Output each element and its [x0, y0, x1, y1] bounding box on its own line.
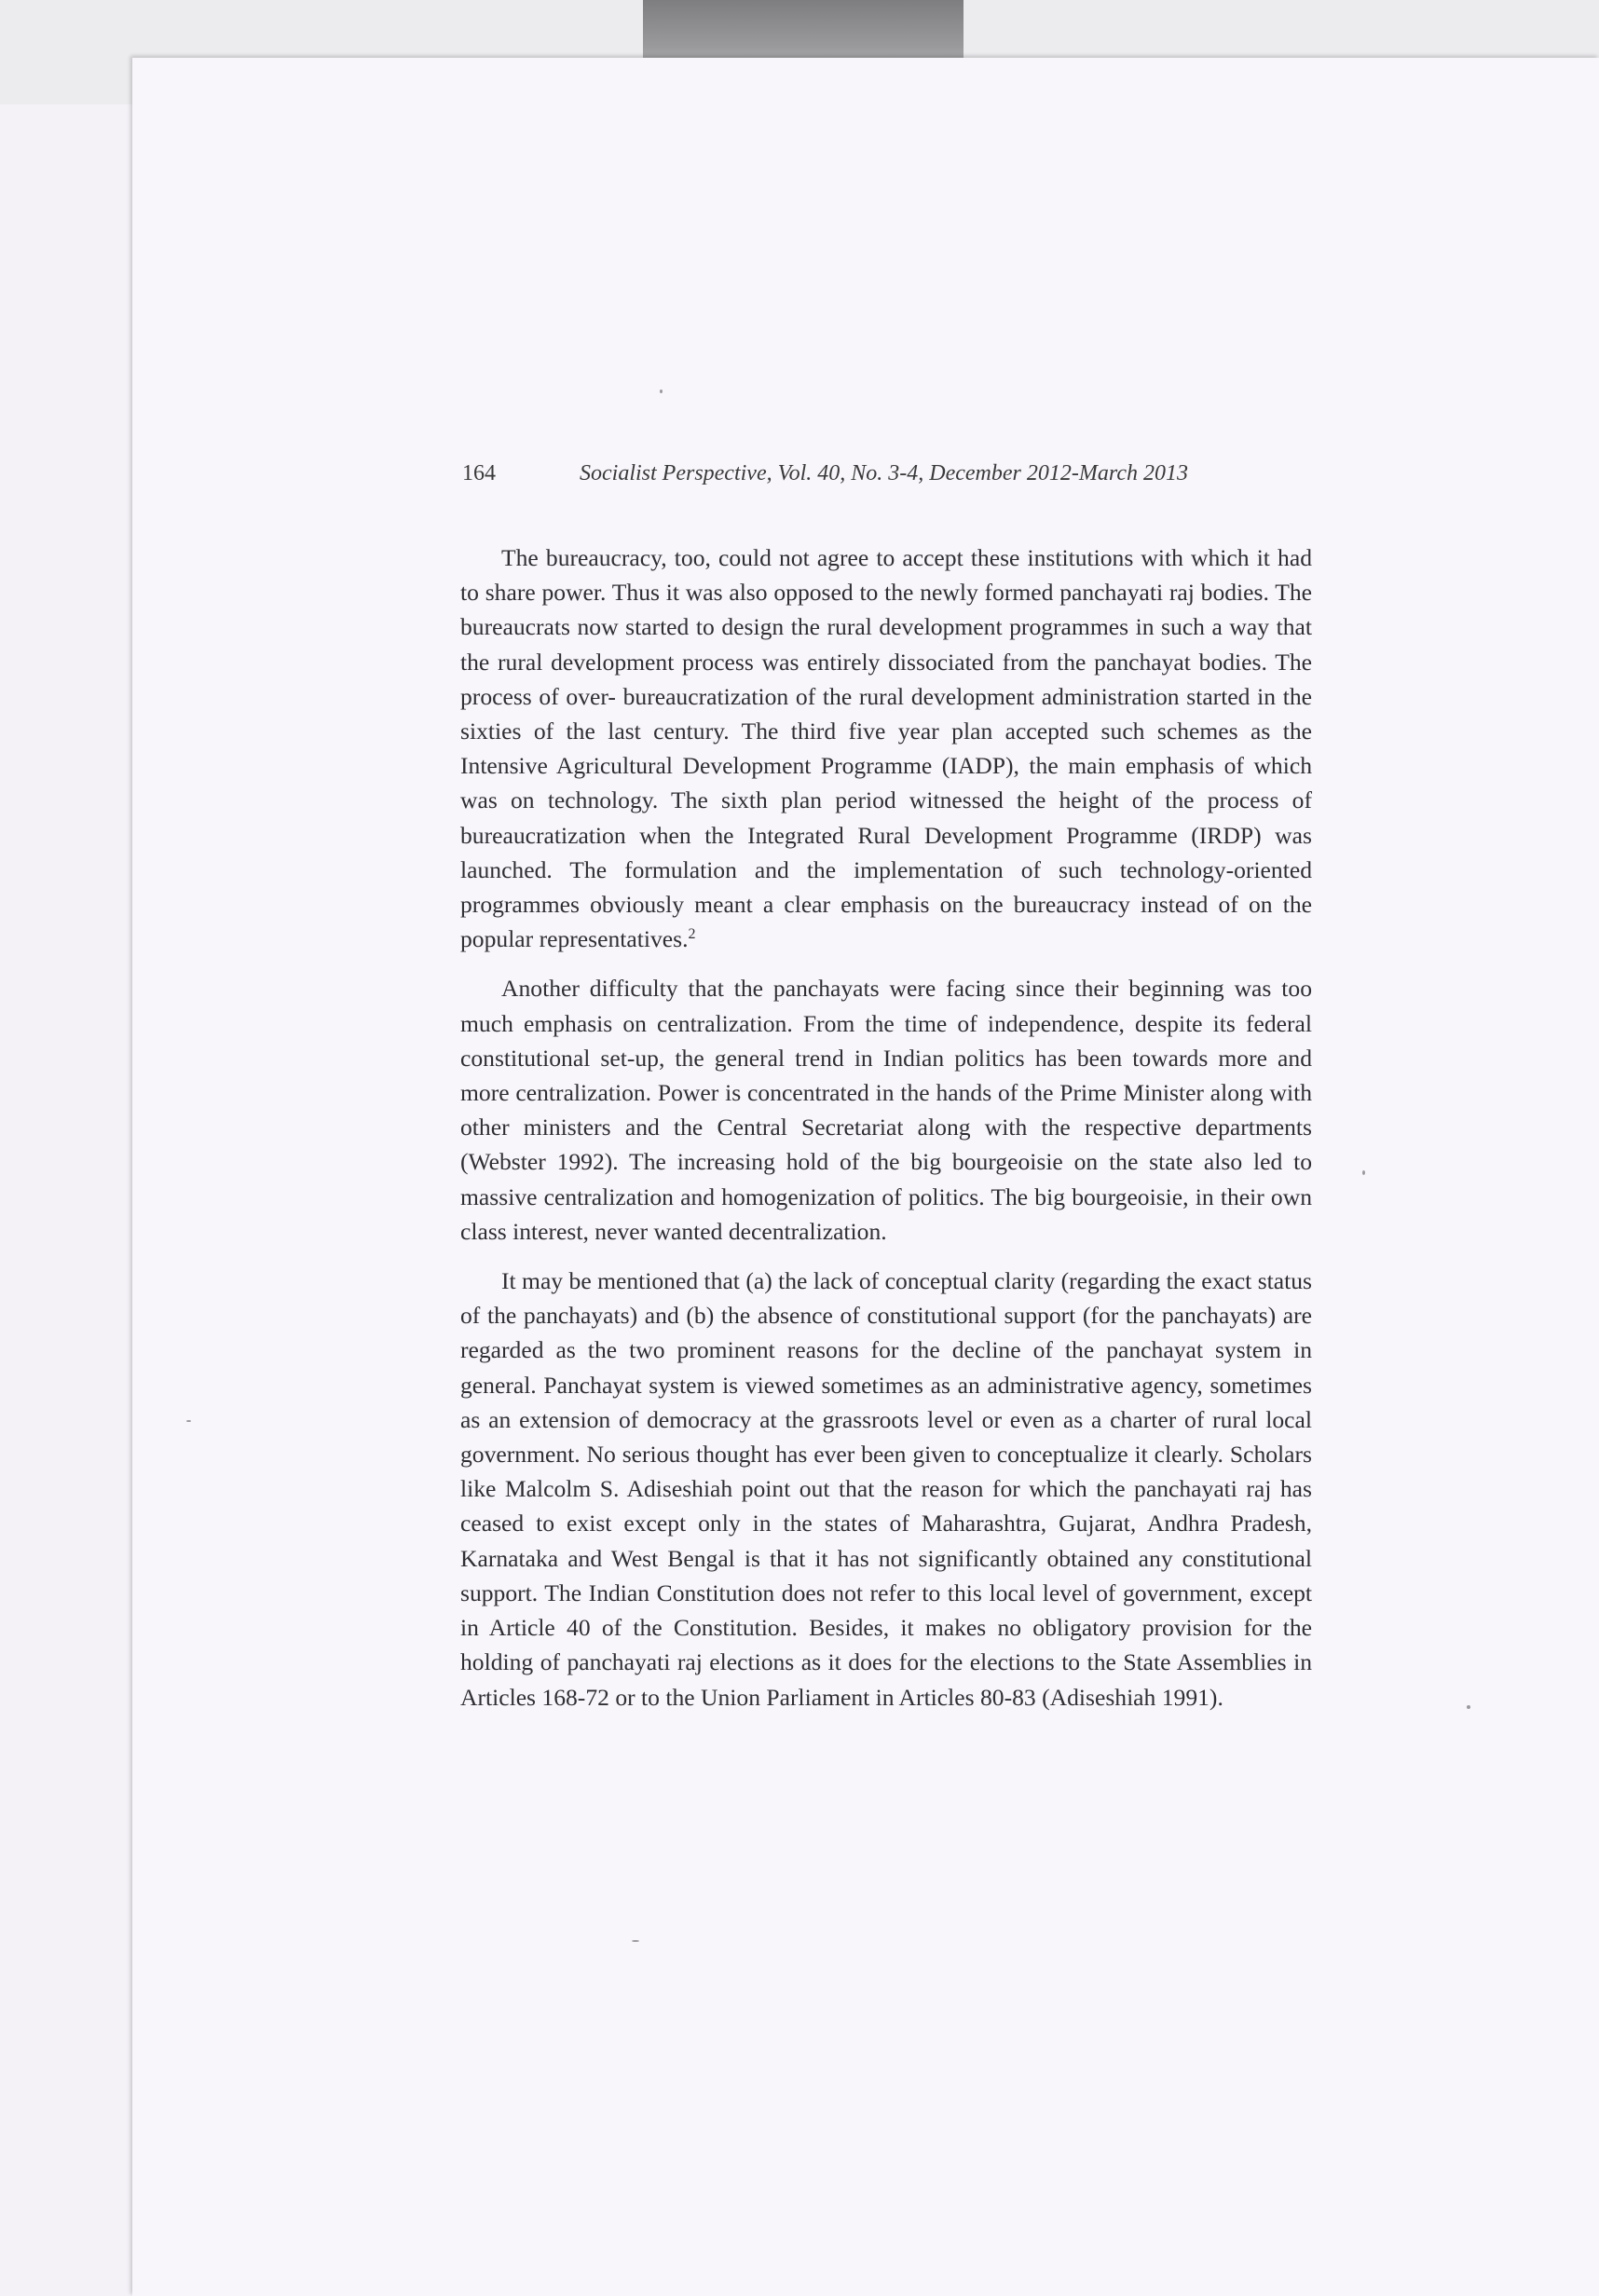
- underlying-sheet: [0, 104, 141, 2296]
- scan-speck: [632, 1940, 639, 1942]
- scan-speck: [1362, 1170, 1365, 1175]
- paragraph-text: It may be mentioned that (a) the lack of conceptual clarity (regarding the exact status of the panchayats) and (b) the absence of constitutional support (for the panchayats) are regarded as the two prominent reasons for the decline of the panchayat system in general. Panchayat system is viewed sometimes as an administrative agency, sometimes as an extension of democracy at the grassroots level or even as a charter of rural local government. No serious thought has ever been given to conceptualize it clearly. Scholars like Malcolm S. Adiseshiah point out that the reason for which the panchayati raj has ceased to exist except only in the states of Maharashtra, Gujarat, Andhra Pradesh, Karnataka and West Bengal is that it has not significantly obtained any constitutional support. The Indian Constitution does not refer to this local level of government, except in Article 40 of the Constitution. Besides, it makes no obligatory provision for the holding of panchayati raj elections as it does for the elections to the State Assemblies in Articles 168-72 or to the Union Parliament in Articles 80-83 (Adiseshiah 1991).: [460, 1267, 1312, 1711]
- footnote-marker: 2: [688, 926, 696, 943]
- paragraph-text: Another difficulty that the panchayats were facing since their beginning was too much emphasis on centralization. From the time of independence, despite its federal constitutional set-up, the general trend in Indian politics has been towards more and more centralization. Power is concentrated in the hands of the Prime Minister along with other ministers and the Central Secretariat along with the respective departments (Webster 1992). The increasing hold of the big bourgeoisie on the state also led to massive centralization and homogenization of politics. The big bourgeoisie, in their own class interest, never wanted decentralization.: [460, 975, 1312, 1245]
- scan-speck: [186, 1420, 191, 1422]
- paragraph-text: The bureaucracy, too, could not agree to accept these institutions with which it had to share power. Thus it was also opposed to the newly formed panchayati raj bodies. The bureaucrats now started to design the rural development programmes in such a way that the rural development process was entirely dissociated from the panchayat bodies. The process of over- bureaucratization of the rural development administration started in the sixties of the last century. The third five year plan accepted such schemes as the Intensive Agricultural Development Programme (IADP), the main emphasis of which was on technology. The sixth plan period witnessed the height of the process of bureaucratization when the Integrated Rural Development Programme (IRDP) was launched. The formulation and the implementation of such technology-oriented programmes obviously meant a clear emphasis on the bureaucracy instead of on the popular representatives.: [460, 544, 1312, 953]
- paragraph-centralization: [460, 971, 1312, 1249]
- scan-speck: [660, 390, 663, 393]
- article-body: [460, 540, 1312, 1729]
- paragraph-bureaucracy: [460, 540, 1312, 956]
- scan-speck: [1467, 1705, 1470, 1709]
- running-head: [462, 461, 1319, 495]
- paragraph-constitutional-support: [460, 1264, 1312, 1715]
- page-number: 164: [462, 461, 496, 485]
- journal-citation: Socialist Perspective, Vol. 40, No. 3-4, December 2012-March 2013: [580, 461, 1188, 485]
